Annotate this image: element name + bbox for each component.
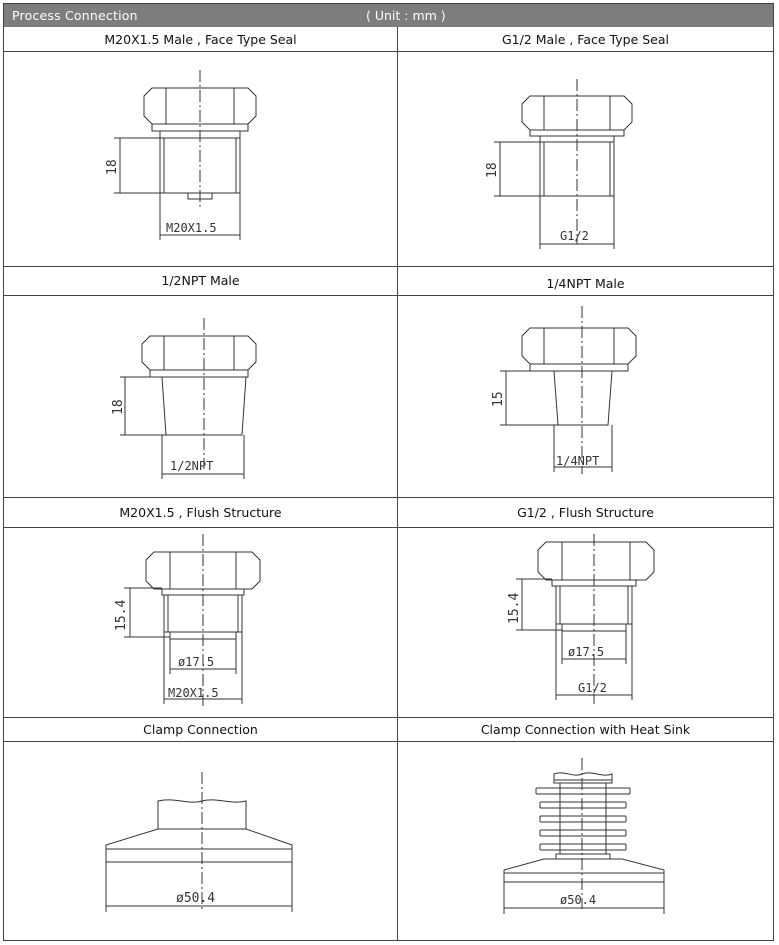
cell-title-12npt: 1/2NPT Male — [4, 267, 397, 296]
cell-title-clamp: Clamp Connection — [4, 718, 397, 742]
dim-m20-flush-thread: M20X1.5 — [168, 686, 219, 700]
dim-12npt-thread: 1/2NPT — [170, 459, 214, 473]
drawing-clamp — [106, 772, 292, 912]
dim-g12-flush-height: 15.4 — [507, 592, 522, 624]
cell-title-m20-face: M20X1.5 Male , Face Type Seal — [4, 27, 397, 52]
dim-12npt-height: 18 — [111, 399, 126, 415]
cell-title-g12-flush: G1/2 , Flush Structure — [398, 498, 773, 528]
drawing-m20-flush — [114, 534, 260, 709]
dim-g12-flush-thread: G1/2 — [578, 681, 607, 695]
dim-14npt-height: 15 — [491, 391, 506, 407]
cell-title-clamp-heatsink: Clamp Connection with Heat Sink — [398, 718, 773, 742]
dim-m20-flush-diameter: ø17.5 — [178, 655, 215, 669]
drawing-clamp-heatsink — [504, 758, 664, 914]
drawing-12npt-male — [111, 318, 256, 479]
cell-title-g12-face: G1/2 Male , Face Type Seal — [398, 27, 773, 52]
cell-title-14npt: 1/4NPT Male — [398, 267, 773, 296]
dim-m20-flush-height: 15.4 — [114, 599, 129, 631]
drawing-14npt-male — [491, 306, 636, 474]
dim-14npt-thread: 1/4NPT — [556, 454, 600, 468]
drawings — [4, 4, 773, 940]
dim-clamp-diameter: ø50.4 — [176, 891, 216, 906]
header-title: Process Connection — [12, 8, 138, 23]
drawing-m20-face-seal — [105, 70, 256, 240]
dim-g12-flush-diameter: ø17.5 — [568, 645, 605, 659]
dim-g12-face-thread: G1/2 — [560, 229, 589, 243]
dim-clamp-heatsink-diameter: ø50.4 — [560, 893, 597, 907]
header-unit: ( Unit : mm ) — [366, 8, 446, 23]
cell-title-m20-flush: M20X1.5 , Flush Structure — [4, 498, 397, 528]
drawing-g12-face-seal — [485, 79, 632, 249]
dim-m20-face-height: 18 — [105, 159, 120, 175]
drawing-g12-flush — [507, 534, 654, 704]
dim-g12-face-height: 18 — [485, 162, 500, 178]
dim-m20-face-thread: M20X1.5 — [166, 221, 217, 235]
process-connection-table — [3, 3, 774, 941]
